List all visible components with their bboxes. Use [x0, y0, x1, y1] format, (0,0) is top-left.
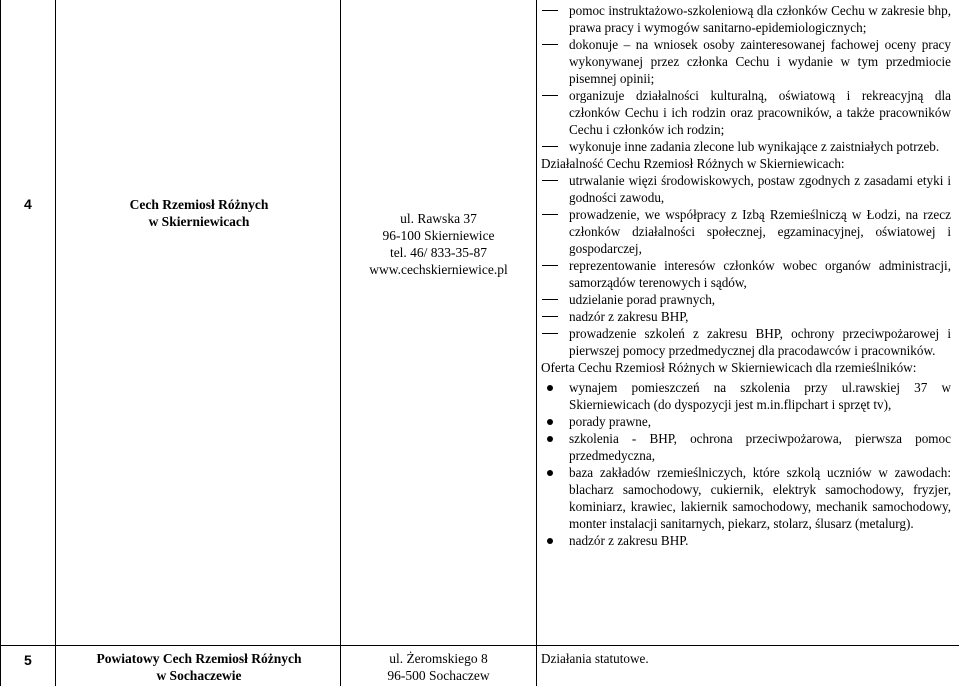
- list-item: organizuje działalności kulturalną, oświatową i rekreacyjną dla członków Cechu i ich rodzin oraz pracowników, a także pracowników Cechu i członków ich rodzin;: [541, 87, 951, 138]
- table-border-left: [0, 0, 1, 686]
- list-item: dokonuje – na wniosek osoby zainteresowanej fachowej oceny pracy wykonywanej przez członka Cechu i wydanie w tym przedmiocie pisemnej opinii;: [541, 36, 951, 87]
- row-number: 4: [24, 196, 32, 212]
- tasks-list: [541, 2, 951, 155]
- list-item: prowadzenie, we współpracy z Izbą Rzemieślniczą w Łodzi, na rzecz członków działalności społecznej, egzaminacyjnej, oświatowej i gospodarczej,: [541, 206, 951, 257]
- list-item: pomoc instruktażowo-szkoleniową dla członków Cechu w zakresie bhp, prawa pracy i wymogów sanitarno-epidemiologicznych;: [541, 2, 951, 36]
- list-item: reprezentowanie interesów członków wobec organów administracji, samorządów terenowych i sądów,: [541, 257, 951, 291]
- guild-address: ul. Rawska 37 96-100 Skierniewice tel. 46/ 833-35-87 www.cechskierniewice.pl: [369, 211, 508, 277]
- table-divider-1: [55, 0, 56, 686]
- list-item: wynajem pomieszczeń na szkolenia przy ul.rawskiej 37 w Skierniewicach (do dyspozycji jest m.in.flipchart i sprzęt tv),: [541, 379, 951, 413]
- activity-list: [541, 172, 951, 359]
- list-item: wykonuje inne zadania zlecone lub wynikające z zaistniałych potrzeb.: [541, 138, 951, 155]
- table-divider-3: [536, 0, 537, 686]
- offer-heading: Oferta Cechu Rzemiosł Różnych w Skierniewicach dla rzemieślników:: [541, 360, 917, 375]
- list-item: prowadzenie szkoleń z zakresu BHP, ochrony przeciwpożarowej i pierwszej pomocy przedmedycznej dla pracodawców i pracowników.: [541, 325, 951, 359]
- list-item: udzielanie porad prawnych,: [541, 291, 951, 308]
- list-item: nadzór z zakresu BHP.: [541, 532, 951, 549]
- guild-name: Cech Rzemiosł Różnych w Skierniewicach: [129, 197, 269, 229]
- guild-address: ul. Żeromskiego 8 96-500 Sochaczew: [387, 651, 490, 683]
- list-item: nadzór z zakresu BHP,: [541, 308, 951, 325]
- activity-heading: Działalność Cechu Rzemiosł Różnych w Skierniewicach:: [541, 156, 845, 171]
- row-separator: [0, 645, 959, 646]
- list-item: szkolenia - BHP, ochrona przeciwpożarowa, pierwsza pomoc przedmedyczna,: [541, 430, 951, 464]
- list-item: baza zakładów rzemieślniczych, które szkolą uczniów w zawodach: blacharz samochodowy, cukiernik, elektryk samochodowy, fryzjer, kominiarz, krawiec, lakiernik samochodowy, mechanik samochodowy, monter instalacji sanitarnych, piekarz, stolarz, ślusarz (metalurg).: [541, 464, 951, 532]
- guild-description: Działania statutowe.: [541, 651, 649, 666]
- table-divider-2: [340, 0, 341, 686]
- guild-name: Powiatowy Cech Rzemiosł Różnych w Sochaczewie: [96, 651, 302, 683]
- row-number: 5: [24, 652, 32, 668]
- guild-description: [541, 2, 951, 549]
- list-item: porady prawne,: [541, 413, 951, 430]
- list-item: utrwalanie więzi środowiskowych, postaw zgodnych z zasadami etyki i godności zawodu,: [541, 172, 951, 206]
- offer-list: [541, 379, 951, 549]
